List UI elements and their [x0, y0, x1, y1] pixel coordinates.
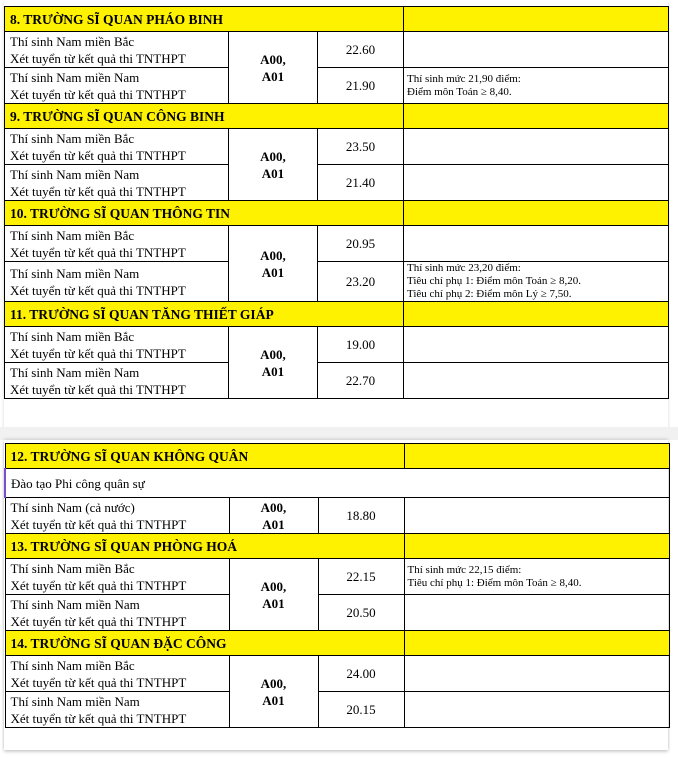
candidate-cell: Thí sinh Nam miền Nam Xét tuyển từ kết quả thi TNTHPT [5, 165, 229, 201]
candidate-cell: Thí sinh Nam miền Bắc Xét tuyển từ kết quả thi TNTHPT [5, 226, 229, 262]
candidate-cell: Thí sinh Nam miền Bắc Xét tuyển từ kết quả thi TNTHPT [5, 656, 229, 692]
note-cell [404, 129, 669, 165]
table-row [5, 692, 669, 728]
candidate-cell: Thí sinh Nam miền Nam Xét tuyển từ kết quả thi TNTHPT [5, 363, 229, 399]
table-row [5, 498, 669, 534]
combination-cell: A00, A01 [229, 559, 318, 631]
note-cell [404, 656, 669, 692]
candidate-cell: Thí sinh Nam miền Bắc Xét tuyển từ kết quả thi TNTHPT [5, 327, 229, 363]
note-cell [404, 68, 669, 104]
combination-cell: A00, A01 [229, 498, 318, 534]
section-header-row [5, 7, 669, 32]
note-line: Tiêu chí phụ 1: Điểm môn Toán ≥ 8,20. [407, 275, 581, 287]
note-line: Điểm môn Toán ≥ 8,40. [407, 85, 512, 98]
score-cell: 23.50 [318, 129, 404, 165]
table-row [5, 68, 669, 104]
note-cell [404, 559, 669, 595]
candidate-cell: Thí sinh Nam miền Nam Xét tuyển từ kết quả thi TNTHPT [5, 595, 229, 631]
score-cell: 20.50 [318, 595, 404, 631]
note-line: Tiêu chí phụ 2: Điểm môn Lý ≥ 7,50. [407, 288, 572, 300]
combination-cell: A00, A01 [229, 327, 318, 399]
note-cell [404, 595, 669, 631]
candidate-cell: Thí sinh Nam (cả nước) Xét tuyển từ kết quả thi TNTHPT [5, 498, 229, 534]
section-header-row [5, 534, 669, 559]
section-title: 12. TRƯỜNG SĨ QUAN KHÔNG QUÂN [5, 444, 404, 469]
table-row [5, 656, 669, 692]
combination-cell: A00, A01 [229, 129, 318, 201]
cutoff-score-table-2 [4, 443, 670, 728]
subheader-row [5, 469, 669, 498]
score-cell: 23.20 [318, 262, 404, 302]
candidate-cell: Thí sinh Nam miền Nam Xét tuyển từ kết quả thi TNTHPT [5, 262, 229, 302]
section-header-row [5, 631, 669, 656]
combination-cell: A00, A01 [229, 226, 318, 302]
section-header-row [5, 302, 669, 327]
note-cell [404, 226, 669, 262]
score-cell: 21.90 [318, 68, 404, 104]
table-row [5, 559, 669, 595]
section-header-row [5, 444, 669, 469]
note-cell [404, 165, 669, 201]
table-row [5, 129, 669, 165]
score-cell: 20.15 [318, 692, 404, 728]
table-row [5, 262, 669, 302]
candidate-cell: Thí sinh Nam miền Bắc Xét tuyển từ kết quả thi TNTHPT [5, 129, 229, 165]
note-cell [404, 498, 669, 534]
score-cell: 24.00 [318, 656, 404, 692]
score-cell: 22.60 [318, 32, 404, 68]
note-line: Tiêu chí phụ 1: Điểm môn Toán ≥ 8,40. [407, 576, 582, 589]
section-header-row [5, 201, 669, 226]
page-sheet-1 [4, 0, 668, 427]
section-title: 11. TRƯỜNG SĨ QUAN TĂNG THIẾT GIÁP [5, 302, 404, 327]
score-cell: 19.00 [318, 327, 404, 363]
table-row [5, 165, 669, 201]
section-title: 14. TRƯỜNG SĨ QUAN ĐẶC CÔNG [5, 631, 404, 656]
note-cell [404, 327, 669, 363]
table-row [5, 595, 669, 631]
table-row [5, 363, 669, 399]
combination-cell: A00, A01 [229, 32, 318, 104]
table-row [5, 32, 669, 68]
note-cell [404, 32, 669, 68]
note-line: Thí sinh mức 21,90 điểm: [407, 72, 521, 85]
table-row [5, 327, 669, 363]
page-gap [0, 427, 678, 440]
section-title: 13. TRƯỜNG SĨ QUAN PHÒNG HOÁ [5, 534, 404, 559]
combination-cell: A00, A01 [229, 656, 318, 728]
cutoff-score-table-1 [4, 6, 669, 399]
candidate-cell: Thí sinh Nam miền Bắc Xét tuyển từ kết quả thi TNTHPT [5, 559, 229, 595]
page-sheet-2 [4, 440, 668, 750]
score-cell: 20.95 [318, 226, 404, 262]
candidate-cell: Thí sinh Nam miền Nam Xét tuyển từ kết quả thi TNTHPT [5, 692, 229, 728]
section-title: 9. TRƯỜNG SĨ QUAN CÔNG BINH [5, 104, 404, 129]
note-cell [404, 363, 669, 399]
score-cell: 22.15 [318, 559, 404, 595]
candidate-cell: Thí sinh Nam miền Nam Xét tuyển từ kết quả thi TNTHPT [5, 68, 229, 104]
program-subheader: Đào tạo Phi công quân sự [5, 469, 669, 498]
candidate-cell: Thí sinh Nam miền Bắc Xét tuyển từ kết quả thi TNTHPT [5, 32, 229, 68]
table-row [5, 226, 669, 262]
note-cell [404, 262, 669, 302]
section-title: 10. TRƯỜNG SĨ QUAN THÔNG TIN [5, 201, 404, 226]
note-line: Thí sinh mức 23,20 điểm: [407, 262, 521, 274]
score-cell: 18.80 [318, 498, 404, 534]
note-cell [404, 692, 669, 728]
note-line: Thí sinh mức 22,15 điểm: [407, 563, 522, 576]
score-cell: 21.40 [318, 165, 404, 201]
section-header-row [5, 104, 669, 129]
score-cell: 22.70 [318, 363, 404, 399]
section-title: 8. TRƯỜNG SĨ QUAN PHÁO BINH [5, 7, 404, 32]
